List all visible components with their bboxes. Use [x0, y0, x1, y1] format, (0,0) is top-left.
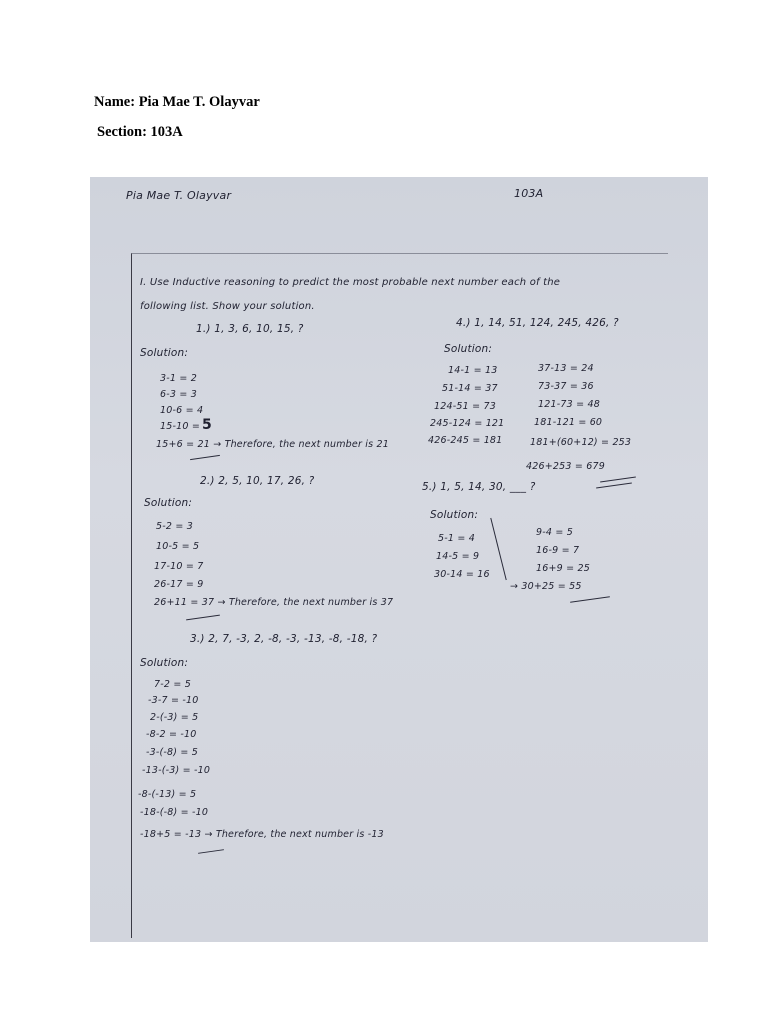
- p2-solution-label: Solution:: [144, 497, 193, 509]
- p1-solution-label: Solution:: [140, 347, 189, 359]
- p3-step: -18-(-8) = -10: [140, 807, 209, 818]
- p1-step: 6-3 = 3: [160, 389, 197, 400]
- p5-right-step: 16-9 = 7: [536, 545, 580, 556]
- sheet-name: Pia Mae T. Olayvar: [126, 189, 232, 202]
- instruction-line-2: following list. Show your solution.: [140, 301, 315, 312]
- p3-step: -13-(-3) = -10: [142, 765, 211, 776]
- p4-right-step: 37-13 = 24: [538, 363, 594, 374]
- p4-left-step: 245-124 = 121: [430, 418, 505, 429]
- p3-step: 7-2 = 5: [154, 679, 191, 690]
- p2-step: 26-17 = 9: [154, 579, 204, 590]
- p4-solution-label: Solution:: [444, 343, 493, 355]
- p5-question: 5.) 1, 5, 14, 30, ___ ?: [422, 481, 536, 493]
- p3-step: -3-(-8) = 5: [146, 747, 199, 758]
- instruction-line-1: I. Use Inductive reasoning to predict the most probable next number each of the: [140, 277, 561, 288]
- p4-step-b: 426+253 = 679: [526, 461, 605, 472]
- p1-step: 3-1 = 2: [160, 373, 197, 384]
- p3-step: -8-(-13) = 5: [138, 789, 197, 800]
- p5-left-step: 5-1 = 4: [438, 533, 475, 544]
- p5-right-step: 9-4 = 5: [536, 527, 573, 538]
- p2-step: 5-2 = 3: [156, 521, 193, 532]
- name-line: Name: Pia Mae T. Olayvar: [94, 94, 260, 110]
- sheet-section: 103A: [514, 187, 544, 200]
- p3-step: 2-(-3) = 5: [150, 712, 199, 723]
- p3-step: -8-2 = -10: [146, 729, 197, 740]
- p4-left-step: 51-14 = 37: [442, 383, 498, 394]
- p4-left-step: 426-245 = 181: [428, 435, 503, 446]
- p5-left-step: 30-14 = 16: [434, 569, 490, 580]
- p2-question: 2.) 2, 5, 10, 17, 26, ?: [200, 475, 315, 487]
- p5-left-step: 14-5 = 9: [436, 551, 480, 562]
- p4-right-step: 73-37 = 36: [538, 381, 594, 392]
- p5-solution-label: Solution:: [430, 509, 479, 521]
- p4-step-a: 181+(60+12) = 253: [530, 437, 632, 448]
- p2-step: 17-10 = 7: [154, 561, 204, 572]
- p4-left-step: 14-1 = 13: [448, 365, 498, 376]
- p4-right-step: 181-121 = 60: [534, 417, 603, 428]
- p4-question: 4.) 1, 14, 51, 124, 245, 426, ?: [456, 317, 619, 329]
- p1-bold-value: 5: [202, 417, 212, 433]
- section-line: Section: 103A: [97, 124, 183, 140]
- p3-question: 3.) 2, 7, -3, 2, -8, -3, -13, -8, -18, ?: [190, 633, 378, 645]
- p3-step: -3-7 = -10: [148, 695, 199, 706]
- p4-right-step: 121-73 = 48: [538, 399, 600, 410]
- p2-answer: 26+11 = 37 → Therefore, the next number is 37: [154, 597, 394, 608]
- p1-step: 10-6 = 4: [160, 405, 204, 416]
- p1-step: 15-10 =: [160, 421, 200, 432]
- p1-answer: 15+6 = 21 → Therefore, the next number is 21: [156, 439, 389, 450]
- handwritten-worksheet-photo: [90, 177, 708, 942]
- p3-solution-label: Solution:: [140, 657, 189, 669]
- p5-right-step: 16+9 = 25: [536, 563, 590, 574]
- p4-left-step: 124-51 = 73: [434, 401, 496, 412]
- p1-question: 1.) 1, 3, 6, 10, 15, ?: [196, 323, 304, 335]
- p5-answer: → 30+25 = 55: [510, 581, 582, 592]
- p3-answer: -18+5 = -13 → Therefore, the next number is -13: [140, 829, 384, 840]
- p2-step: 10-5 = 5: [156, 541, 200, 552]
